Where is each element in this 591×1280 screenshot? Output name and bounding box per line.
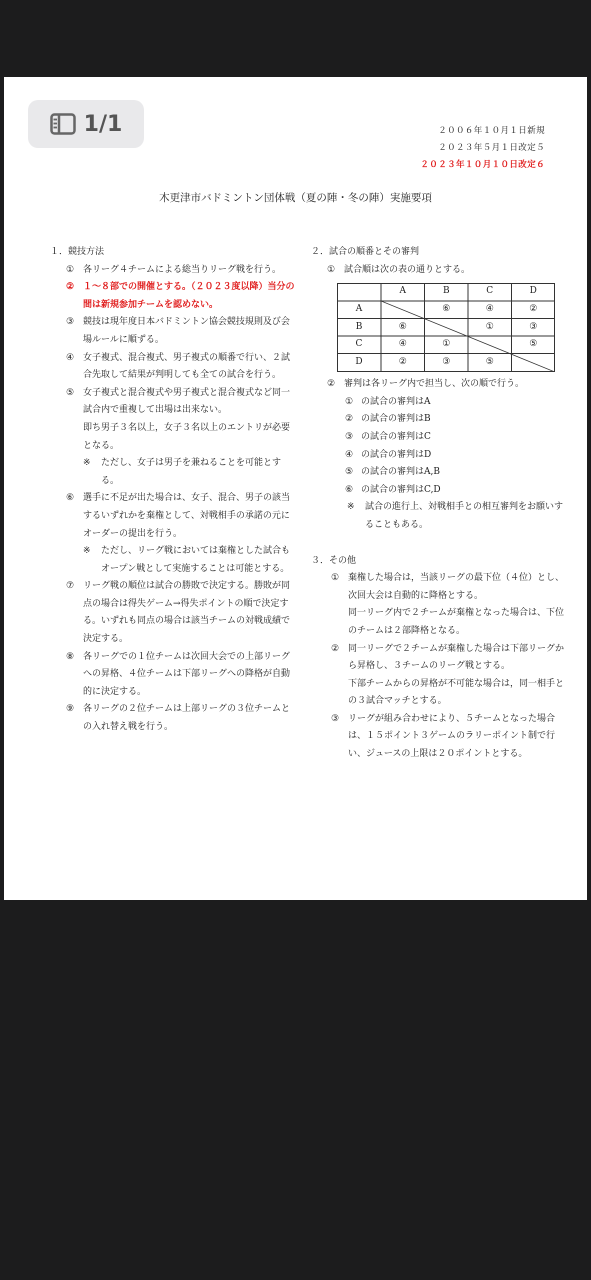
- date-revised-5: ２０２３年５月１日改定５: [438, 143, 545, 153]
- list-item: ③ リーグが組み合わせにより、５チームとなった場合は、１５ポイント３ゲームのラリーポイント制で行い、ジュースの上限は２０ポイントとする。: [331, 713, 556, 760]
- table-header: A: [399, 286, 406, 297]
- table-cell: ②: [529, 304, 538, 315]
- list-item: ④ 女子複式、混合複式、男子複式の順番で行い、２試合先取して結果が判明しても全ての試合を行う。: [66, 352, 291, 381]
- list-item: ⑦ リーグ戦の順位は試合の勝敗で決定する。勝敗が同点の場合は得失ゲーム→得失ポイントの順で決定する。いずれも同点の場合は該当チームの対戦成績で決定する。: [66, 581, 291, 645]
- document-title: 木更津市バドミントン団体戦（夏の陣・冬の陣）実施要項: [159, 192, 432, 204]
- section-1-heading: １．競技方法: [50, 247, 105, 257]
- table-cell: ⑥: [442, 304, 451, 315]
- list-item: ② 審判は各リーグ内で担当し、次の順で行う。: [327, 379, 525, 390]
- referee-item: ① の試合の審判はA: [345, 396, 431, 407]
- section-2: [311, 244, 567, 764]
- list-item: ② 同一リーグで２チームが棄権した場合は下部リーグから昇格し、３チームのリーグ戦とする。: [331, 643, 565, 672]
- referee-item: ④ の試合の審判はD: [345, 449, 432, 460]
- list-item: ⑨ 各リーグの２位チームは上部リーグの３位チームとの入れ替え戦を行う。: [66, 704, 291, 733]
- date-created: ２００６年１０月１日新規: [438, 126, 545, 136]
- list-note: ※ ただし、女子は男子を兼ねることを可能とする。: [83, 458, 282, 486]
- match-order-table: [337, 283, 555, 372]
- list-item: ③ 競技は現年度日本バドミントン協会競技規則及び会場ルールに順ずる。: [66, 317, 290, 345]
- table-row-label: B: [355, 321, 363, 332]
- table-cell: ⑤: [529, 339, 538, 350]
- table-header: B: [442, 286, 450, 297]
- table-cell: ④: [398, 339, 407, 350]
- page-indicator-badge[interactable]: [28, 100, 144, 148]
- document-page: [4, 77, 587, 900]
- table-row-label: A: [355, 304, 363, 315]
- section-1: [50, 244, 298, 737]
- list-item: ① 各リーグ４チームによる総当りリーグ戦を行う。: [66, 264, 282, 275]
- list-item-continuation: 即ち男子３名以上，女子３名以上のエントリが必要となる。: [83, 422, 291, 451]
- table-cell: ②: [398, 356, 407, 367]
- section-2-heading: ２．試合の順番とその審判: [311, 247, 420, 257]
- table-cell: ⑤: [485, 356, 494, 367]
- table-row-label: C: [355, 339, 363, 350]
- list-item: ① 棄権した場合は，当該リーグの最下位（４位）とし、次回大会は自動的に降格とする。: [331, 573, 565, 601]
- referee-item: ⑥ の試合の審判はC,D: [345, 484, 441, 495]
- referee-item: ⑤ の試合の審判はA,B: [345, 467, 440, 478]
- referee-item: ③ の試合の審判はC: [345, 431, 431, 442]
- sidebar-icon: [50, 113, 76, 135]
- table-cell: ①: [442, 339, 451, 350]
- date-revised-6: ２０２３年１０月１０日改定６: [420, 160, 545, 170]
- table-header: D: [529, 286, 537, 297]
- list-item-continuation: 同一リーグ内で２チームが棄権となった場合は、下位のチームは２部降格となる。: [348, 608, 565, 636]
- list-item-highlight: ② １～８部での開催とする。（２０２３度以降）当分の間は新規参加チームを認めない。: [66, 282, 295, 310]
- table-row-label: D: [355, 356, 363, 367]
- page-indicator-text: 1/1: [83, 111, 123, 137]
- list-item-continuation: 下部チームからの昇格が不可能な場合は，同一相手との３試合マッチとする。: [348, 678, 565, 707]
- table-cell: ③: [529, 321, 538, 332]
- list-item: ① 試合順は次の表の通りとする。: [327, 264, 471, 275]
- list-item: ⑧ 各リーグでの１位チームは次回大会での上部リーグへの昇格、４位チームは下部リーグへの降格が自動的に決定する。: [66, 651, 291, 697]
- list-item: ⑥ 選手に不足が出た場合は、女子、混合、男子の該当するいずれかを棄権として、対戦相手の承諾の元にオーダーの提出を行う。: [66, 493, 291, 539]
- table-cell: ⑥: [398, 321, 407, 332]
- table-header: C: [486, 286, 494, 297]
- table-cell: ①: [485, 321, 494, 332]
- list-note: ※ ただし、リーグ戦においては棄権とした試合もオープン戦として実施することは可能とする。: [83, 546, 291, 574]
- list-item: ⑤ 女子複式と混合複式や男子複式と混合複式など同一試合内で重複して出場は出来ない。: [66, 387, 291, 416]
- referee-item: ② の試合の審判はB: [345, 414, 431, 425]
- table-cell: ③: [442, 356, 451, 367]
- section-3-heading: ３．その他: [311, 555, 357, 566]
- list-note: ※ 試合の進行上、対戦相手との相互審判をお願いすることもある。: [347, 502, 564, 530]
- table-cell: ④: [485, 304, 494, 315]
